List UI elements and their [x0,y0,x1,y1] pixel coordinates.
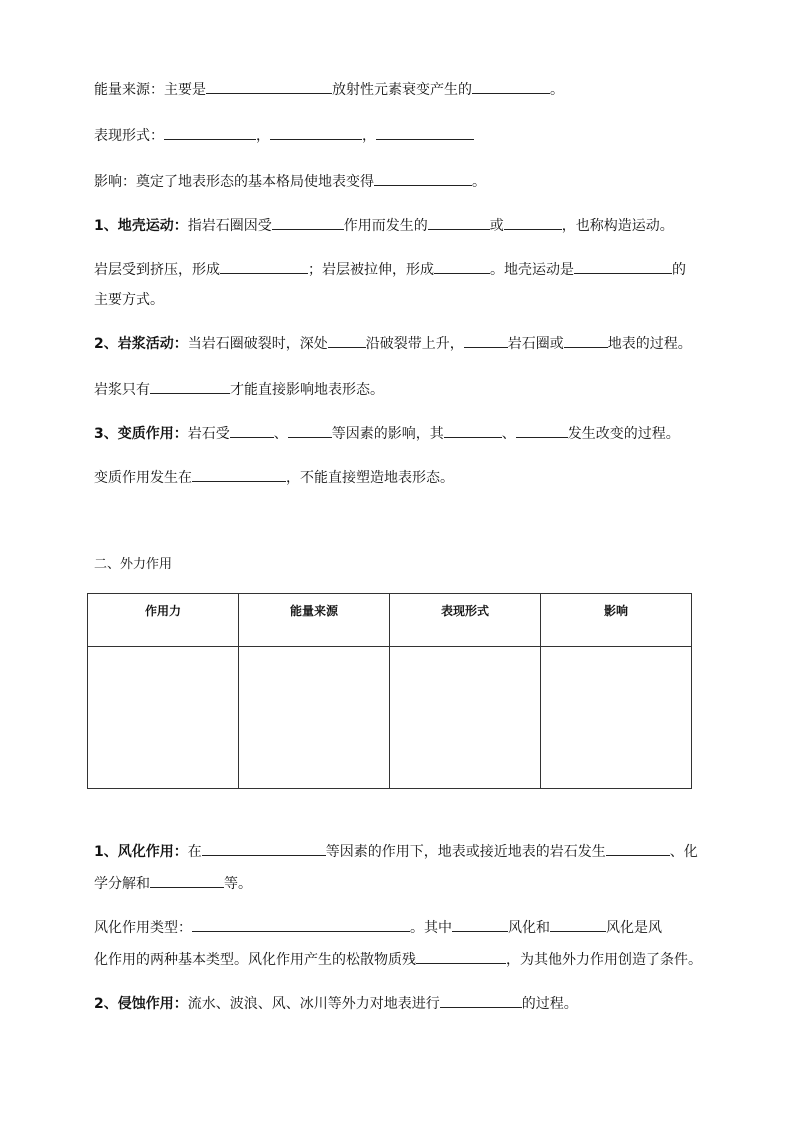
weath-t3: 、化 [669,844,698,860]
forms-sep-1: ， [256,128,270,144]
magma-t2: 沿破裂带上升， [365,336,464,352]
blank-weath-types[interactable] [192,916,410,932]
crust-movement-line-2 [94,258,686,280]
blank-energy-1[interactable] [206,78,332,94]
weath-l2a: 学分解和 [94,876,150,892]
weathering-heading: 1、风化作用： [94,844,188,860]
meta-t1: 岩石受 [187,426,230,442]
weathering-line-4 [94,948,702,970]
blank-crust-main[interactable] [574,258,672,274]
table-cell-forms[interactable] [390,647,541,789]
blank-magma-4[interactable] [150,378,230,394]
weathering-line-1 [94,840,698,862]
forms-sep-2: ， [362,128,376,144]
forms-label: 表现形式： [94,128,164,144]
blank-forms-2[interactable] [270,124,362,140]
blank-forms-3[interactable] [376,124,474,140]
blank-crust-fold[interactable] [220,258,308,274]
crust-text-3: 或 [489,218,504,234]
blank-magma-1[interactable] [328,332,366,348]
blank-weath-3[interactable] [150,872,224,888]
erosion-line [94,992,578,1014]
blank-crust-force[interactable] [272,214,344,230]
crust-l2b: ；岩层被拉伸，形成 [308,262,434,278]
weath-l4b: ，为其他外力作用创造了条件。 [506,952,702,968]
blank-crust-2[interactable] [504,214,562,230]
blank-magma-3[interactable] [564,332,608,348]
crust-text-4: ，也称构造运动。 [561,218,674,234]
metamorphism-line-1 [94,422,680,444]
erosion-t2: 的过程。 [521,996,578,1012]
table-cell-impact[interactable] [541,647,692,789]
blank-meta-4[interactable] [516,422,568,438]
blank-weath-2[interactable] [606,840,670,856]
meta-l2a: 变质作用发生在 [94,470,192,486]
impact-line [94,170,486,192]
blank-weath-4[interactable] [452,916,508,932]
crust-l3: 主要方式。 [94,292,164,308]
blank-forms-1[interactable] [164,124,256,140]
weathering-line-3 [94,916,662,938]
metamorphism-heading: 3、变质作用： [94,426,188,442]
impact-text: 影响：奠定了地表形态的基本格局使地表变得 [94,174,374,190]
table-cell-energy[interactable] [239,647,390,789]
table-header-impact: 影响 [541,594,692,647]
magma-l2b: 才能直接影响地表形态。 [230,382,384,398]
weath-l3d: 风化是风 [606,920,662,936]
crust-movement-heading: 1、地壳运动： [94,218,188,234]
external-forces-table [87,593,692,789]
blank-impact[interactable] [374,170,472,186]
magma-l2a: 岩浆只有 [94,382,150,398]
blank-crust-fault[interactable] [434,258,490,274]
meta-t4: 、 [501,426,516,442]
energy-mid-text: 放射性元素衰变产生的 [332,82,472,98]
crust-movement-line-3 [94,290,164,310]
magma-t4: 地表的过程。 [607,336,692,352]
magma-t3: 岩石圈或 [507,336,564,352]
blank-meta-5[interactable] [192,466,286,482]
table-header-forms: 表现形式 [390,594,541,647]
weathering-line-2 [94,872,252,894]
crust-l2d: 的 [672,262,686,278]
magma-heading: 2、岩浆活动： [94,336,188,352]
energy-source-line [94,78,564,100]
table-header-energy: 能量来源 [239,594,390,647]
metamorphism-line-2 [94,466,454,488]
weath-l3a: 风化作用类型： [94,920,192,936]
energy-end: 。 [550,82,564,98]
meta-t2: 、 [273,426,288,442]
magma-t1: 当岩石圈破裂时，深处 [187,336,328,352]
table-row [88,647,692,789]
blank-weath-5[interactable] [550,916,606,932]
impact-end: 。 [472,174,486,190]
crust-l2a: 岩层受到挤压，形成 [94,262,220,278]
crust-text-1: 指岩石圈因受 [187,218,272,234]
table-header-force: 作用力 [88,594,239,647]
erosion-t1: 流水、波浪、风、冰川等外力对地表进行 [187,996,440,1012]
erosion-heading: 2、侵蚀作用： [94,996,188,1012]
magma-line-2 [94,378,384,400]
blank-magma-2[interactable] [464,332,508,348]
weath-l3c: 风化和 [508,920,550,936]
energy-label: 能量来源：主要是 [94,82,206,98]
blank-meta-3[interactable] [444,422,502,438]
weath-l4a: 化作用的两种基本类型。风化作用产生的松散物质残 [94,952,416,968]
weath-t2: 等因素的作用下，地表或接近地表的岩石发生 [325,844,606,860]
blank-erosion[interactable] [440,992,522,1008]
weath-l2b: 等。 [224,876,252,892]
weath-l3b: 。其中 [410,920,452,936]
crust-text-2: 作用而发生的 [343,218,428,234]
weath-t1: 在 [187,844,202,860]
crust-l2c: 。地壳运动是 [490,262,574,278]
blank-crust-1[interactable] [428,214,490,230]
magma-line-1 [94,332,692,354]
forms-line [94,124,474,146]
blank-weath-1[interactable] [202,840,326,856]
table-cell-force[interactable] [88,647,239,789]
blank-meta-2[interactable] [288,422,332,438]
crust-movement-line-1 [94,214,674,236]
meta-l2b: ，不能直接塑造地表形态。 [286,470,454,486]
meta-t5: 发生改变的过程。 [567,426,680,442]
section-heading-external: 二、外力作用 [94,557,173,572]
blank-meta-1[interactable] [230,422,274,438]
blank-energy-2[interactable] [472,78,550,94]
blank-weath-6[interactable] [416,948,506,964]
table-header-row [88,594,692,647]
meta-t3: 等因素的影响，其 [331,426,444,442]
